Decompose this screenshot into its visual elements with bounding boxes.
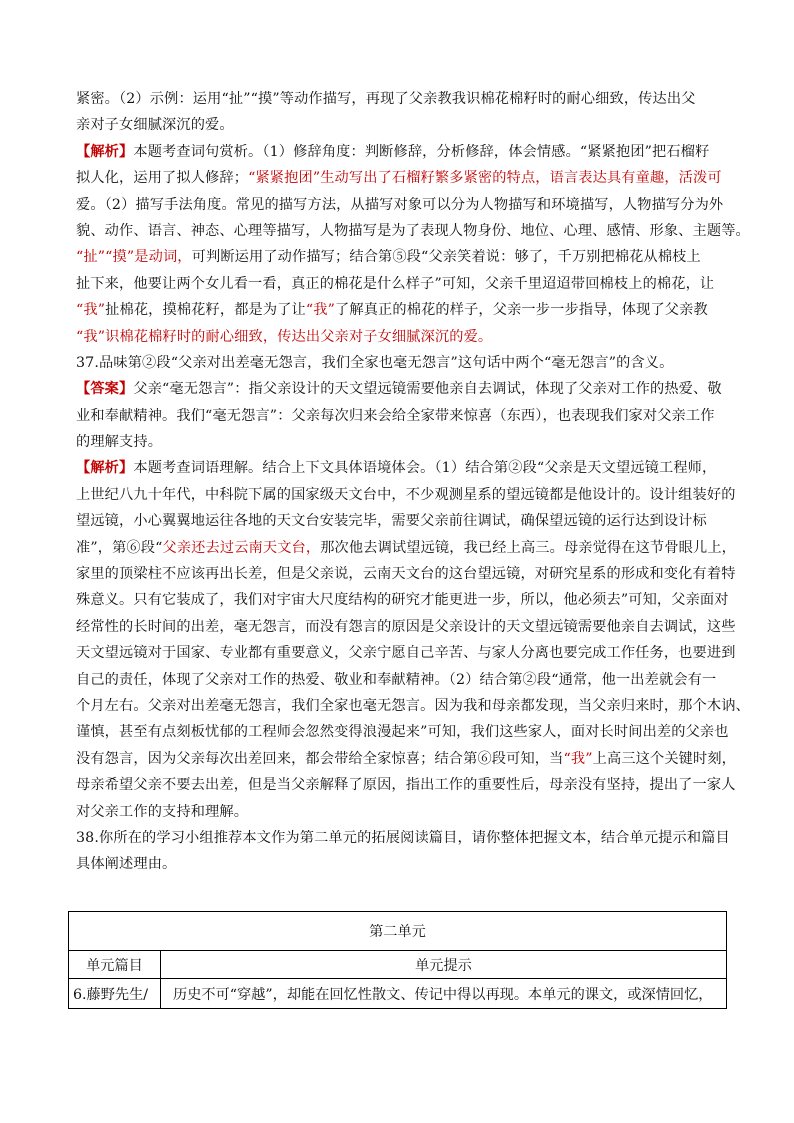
body-text: 的理解支持。 [76,434,163,451]
body-text: 谨慎，甚至有点刻板忧郁的工程师会忽然变得浪漫起来”可知，我们这些家人，面对长时间出差的父亲也 [76,724,729,741]
text-line [76,297,726,323]
text-line [76,455,726,481]
text-line [76,640,736,666]
text-line [76,139,726,165]
highlight-text: “我” [305,302,336,319]
body-text: 扯下来，他要让两个女儿看一看，真正的棉花是什么样子”可知，父亲千里迢迢带回棉枝上的棉花，让 [76,275,715,292]
body-text: 没有怨言，因为父亲每次出差回来，都会带给全家惊喜；结合第⑥段可知，当 [76,750,564,767]
body-text: 对父亲工作的支持和理解。 [76,803,249,820]
body-text: 貌、动作、语言、神态、心理等描写，人物描写是为了表现人物身份、地位、心理、感情、形象、主题等。 [76,222,750,239]
body-text: 父亲“毫无怨言”：指父亲设计的天文望远镜需要他亲自去调试，体现了父亲对工作的热爱、敬 [133,381,722,398]
body-text: 本题考查词语理解。结合上下文具体语境体会。（1）结合第②段“父亲是天文望远镜工程师， [133,460,717,477]
text-line [76,86,726,112]
text-line [76,799,726,825]
body-text: 家里的顶梁柱不应该再出长差，但是父亲说，云南天文台的这台望远镜，对研究星系的形成和变化有着特 [76,566,736,583]
text-line [76,244,726,270]
body-text: 亲对子女细腻深沉的爱。 [76,117,234,134]
section-tag: 【解析】 [76,143,134,160]
body-text: 望远镜，小心翼翼地运往各地的天文台安装完毕，需要父亲前往调试，确保望远镜的运行达到设计标 [76,513,707,530]
body-text: 38.你所在的学习小组推荐本文作为第二单元的拓展阅读篇目，请你整体把握文本，结合单元提示和篇目 [76,829,730,846]
text-line [76,165,726,191]
text-line [76,561,736,587]
body-text: 37.品味第②段“父亲对出差毫无怨言，我们全家也毫无怨言”这句话中两个“毫无怨言”的含义。 [76,354,674,371]
body-text: 准”，第⑥段“ [76,539,163,556]
text-line [76,271,726,297]
text-line [76,719,729,745]
text-line [76,218,750,244]
text-line [76,376,726,402]
highlight-text: 父亲还去过云南天文台， [162,539,321,556]
highlight-text: “我” [563,750,593,767]
highlight-text: “我”识棉花棉籽时的耐心细致，传达出父亲对子女细腻深沉的爱。 [76,328,493,345]
cell-article: 6.藤野先生/ [69,979,161,1009]
body-text: 上高三这个关键时刻， [592,750,737,767]
text-line [76,403,726,429]
body-text: 自己的责任，体现了父亲对工作的热爱、敬业和奉献精神。（2）结合第②段“通常，他一出差就会有一 [76,671,717,688]
body-text: 本题考查词句赏析。（1）修辞角度：判断修辞，分析修辞，体会情感。“紧紧抱团”把石榴籽 [133,143,710,160]
text-line [76,693,750,719]
text-line [76,350,726,376]
body-text: 个月左右。父亲对出差毫无怨言，我们全家也毫无怨言。因为我和母亲都发现，当父亲归来时，那个木讷、 [76,697,750,714]
body-text: 母亲希望父亲不要去出差，但是当父亲解释了原因，指出工作的重要性后，母亲没有坚持，提出了一家人 [76,777,736,794]
body-text: 拟人化，运用了拟人修辞； [76,170,249,187]
body-text: 那次他去调试望远镜，我已经上高三。母亲觉得在这节骨眼儿上， [320,539,737,556]
body-text: 具体阐述理由。 [76,856,177,873]
text-line [76,112,726,138]
text-line [76,746,737,772]
document-body [76,86,750,878]
text-line [76,508,726,534]
text-line [76,429,726,455]
body-text: 紧密。（2）示例：运用“扯”“摸”等动作描写，再现了父亲教我识棉花棉籽时的耐心细致，传达出父 [76,91,696,107]
body-text: 业和奉献精神。我们“毫无怨言”：父亲每次归来会给全家带来惊喜（东西），也表现我们家对父亲工作 [76,407,715,424]
body-text: 扯棉花，摸棉花籽，都是为了让 [105,302,306,319]
text-line [76,825,730,851]
body-text: 可判断运用了动作描写；结合第⑤段“父亲笑着说：够了，千万别把棉花从棉枝上 [191,249,701,266]
text-line [76,535,737,561]
col-header-articles: 单元篇目 [69,951,161,979]
unit-table [68,911,727,1009]
cell-tip: 历史不可“穿越”，却能在回忆性散文、传记中得以再现。本单元的课文，或深情回忆， [161,979,727,1009]
text-line [76,482,736,508]
body-text: 了解真正的棉花的样子，父亲一步一步指导，体现了父亲教 [335,302,708,319]
highlight-text: “我” [76,302,106,319]
col-header-tips: 单元提示 [161,951,727,979]
section-tag: 【答案】 [76,381,134,398]
body-text: 天文望远镜对于国家、专业都有重要意义，父亲宁愿自己辛苦、与家人分离也要完成工作任务，也要进到 [76,645,736,662]
text-line [76,614,736,640]
highlight-text: “紧紧抱团”生动写出了石榴籽繁多紧密的特点，语言表达具有童趣，活泼可 [248,170,722,187]
text-line [76,667,726,693]
text-line [76,772,736,798]
body-text: 经常性的长时间的出差，毫无怨言，而没有怨言的原因是父亲设计的天文望远镜需要他亲自去调试，这些 [76,618,736,635]
highlight-text: “扯”“摸”是动词， [76,249,192,266]
table-title: 第二单元 [69,912,727,951]
text-line [76,324,726,350]
body-text: 爱。（2）描写手法角度。常见的描写方法，从描写对象可以分为人物描写和环境描写，人物描写分为外 [76,196,724,213]
text-line [76,587,729,613]
section-tag: 【解析】 [76,460,134,477]
text-line [76,851,726,877]
body-text: 上世纪八九十年代，中科院下属的国家级天文台中，不少观测星系的望远镜都是他设计的。设计组装好的 [76,486,736,503]
text-line [76,192,726,218]
body-text: 殊意义。只有它装成了，我们对宇宙大尺度结构的研究才能更进一步，所以，他必须去”可知，父亲面对 [76,592,729,609]
